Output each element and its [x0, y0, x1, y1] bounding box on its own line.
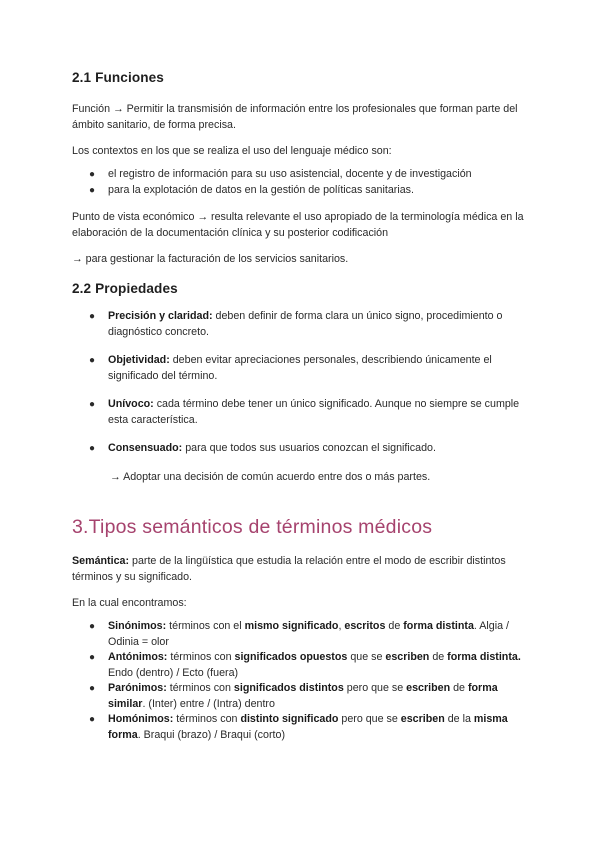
paragraph-intro: En la cual encontramos:	[72, 597, 187, 609]
paragraph-facturacion: → para gestionar la facturación de los servicios sanitarios.	[72, 253, 349, 265]
properties-list	[72, 309, 532, 470]
property-item: ● Precisión y claridad: deben definir de forma clara un único signo, procedimiento o diagnóstico concreto.	[89, 310, 503, 338]
type-item: ● Sinónimos: términos con el mismo significado, escritos de forma distinta. Algia / Odinia = olor	[89, 620, 509, 648]
property-item: ● Consensuado: para que todos sus usuarios conozcan el significado.	[89, 442, 436, 454]
type-bold-text: significados distintos	[233, 682, 344, 694]
paragraph-economico: Punto de vista económico → resulta relevante el uso apropiado de la terminología médica en la elaboración de la documentación clínica y su posterior codificación	[72, 211, 524, 239]
paragraph-funcion: Función → Permitir la transmisión de información entre los profesionales que forman parte del ámbito sanitario, de forma precisa.	[72, 103, 518, 131]
type-text: términos con	[166, 682, 234, 694]
type-bold-text: forma distinta.	[447, 651, 521, 663]
type-text: . (Inter) entre / (Intra) dentro	[142, 697, 275, 710]
property-item: ● Unívoco: cada término debe tener un único significado. Aunque no siempre se cumple esta característica.	[89, 398, 520, 426]
paragraph-semantica	[72, 553, 542, 585]
type-text: de la	[444, 713, 474, 725]
list-item: ● para la explotación de datos en la gestión de políticas sanitarias.	[89, 183, 414, 196]
type-item: ● Antónimos: términos con significados opuestos que se escriben de forma distinta. Endo (dentro) / Ecto (fuera)	[89, 651, 521, 679]
definition-term: Semántica:	[72, 555, 130, 567]
type-item: ● Homónimos: términos con distinto significado pero que se escriben de la misma forma. Braqui (brazo) / Braqui (corto)	[89, 713, 508, 741]
property-desc: deben definir de forma clara un único signo, procedimiento o diagnóstico concreto.	[108, 310, 503, 338]
type-bold-text: Antónimos:	[108, 651, 168, 663]
definition-text: parte de la lingüística que estudia la relación entre el modo de escribir distintos términos y su significado.	[72, 555, 506, 583]
type-text: Endo (dentro) / Ecto (fuera)	[108, 666, 239, 679]
type-bold-text: escriben	[385, 651, 430, 663]
property-desc: cada término debe tener un único significado. Aunque no siempre se cumple esta característica.	[108, 398, 520, 426]
type-text: ,	[338, 620, 345, 632]
property-item: ● Objetividad: deben evitar apreciaciones personales, describiendo únicamente el significado del término.	[89, 354, 492, 382]
type-item: ● Parónimos: términos con significados distintos pero que se escriben de forma similar. (Inter) entre / (Intra) dentro	[89, 682, 498, 710]
property-desc: deben evitar apreciaciones personales, describiendo únicamente el significado del término.	[108, 354, 492, 382]
type-text: de	[450, 682, 468, 694]
contexts-list	[72, 167, 532, 198]
type-bold-text: misma forma	[108, 713, 508, 741]
property-term: Precisión y claridad:	[108, 310, 213, 322]
types-list	[72, 619, 532, 743]
type-text: pero que se	[338, 713, 401, 725]
type-bold-text: mismo significado	[244, 620, 339, 632]
type-bold-text: forma similar	[108, 682, 498, 710]
type-text: . Braqui (brazo) / Braqui (corto)	[137, 728, 286, 741]
list-item: ● el registro de información para su uso asistencial, docente y de investigación	[89, 168, 472, 180]
list-item-text: para la explotación de datos en la gestión de políticas sanitarias.	[108, 183, 414, 196]
type-text: pero que se	[343, 682, 407, 694]
property-term: Objetividad:	[108, 354, 170, 366]
type-bold-text: Homónimos:	[108, 713, 174, 725]
property-term: Consensuado:	[108, 442, 183, 454]
paragraph-contextos: Los contextos en los que se realiza el uso del lenguaje médico son:	[72, 145, 392, 157]
type-text: de	[429, 651, 448, 663]
type-text: de	[385, 620, 404, 632]
property-desc: para que todos sus usuarios conozcan el significado.	[182, 442, 436, 454]
type-text: . Algia / Odinia = olor	[108, 620, 509, 648]
paragraph-consenso-note: → Adoptar una decisión de común acuerdo entre dos o más partes.	[110, 471, 431, 483]
section-heading-propiedades: 2.2 Propiedades	[72, 281, 178, 296]
type-bold-text: escriben	[400, 713, 445, 725]
type-bold-text: distinto significado	[240, 713, 339, 725]
type-bold-text: significados opuestos	[234, 651, 348, 663]
list-item-text: el registro de información para su uso asistencial, docente y de investigación	[108, 168, 472, 180]
type-text: términos con el	[166, 620, 245, 632]
type-text: que se	[347, 651, 386, 663]
type-bold-text: escritos	[344, 620, 386, 632]
section-heading-funciones: 2.1 Funciones	[72, 70, 164, 85]
major-heading-tipos: 3.Tipos semánticos de términos médicos	[72, 516, 433, 538]
type-bold-text: Sinónimos:	[108, 620, 167, 632]
type-text: términos con	[167, 651, 235, 663]
type-bold-text: escriben	[406, 682, 451, 694]
type-text: términos con	[173, 713, 241, 725]
type-bold-text: Parónimos:	[108, 682, 167, 694]
type-bold-text: forma distinta	[403, 620, 474, 632]
property-term: Unívoco:	[108, 398, 154, 410]
